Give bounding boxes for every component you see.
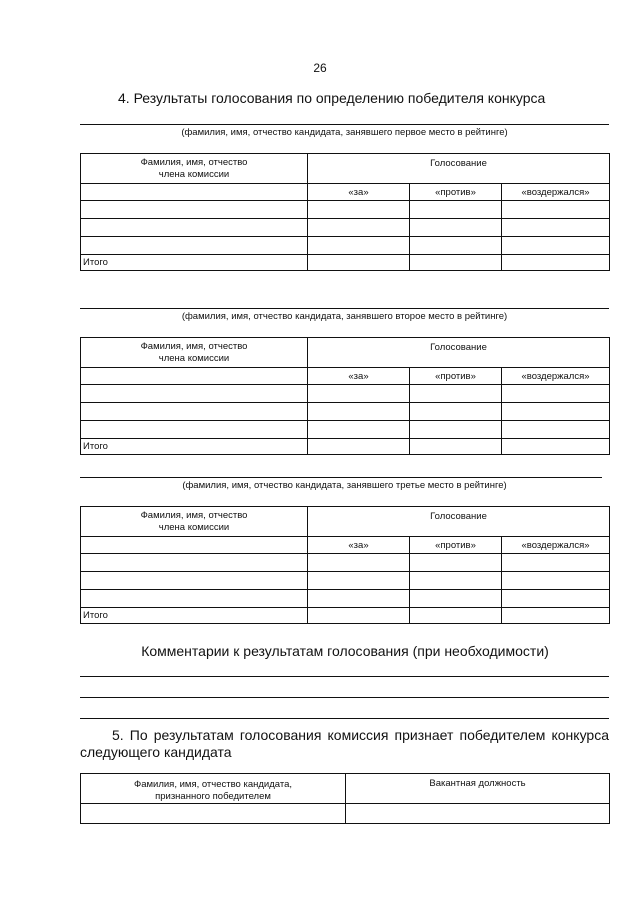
col-header-winner-name-line1: Фамилия, имя, отчество кандидата, (133, 779, 293, 790)
table-row (81, 385, 610, 403)
comments-heading: Комментарии к результатам голосования (при необходимости) (141, 643, 549, 659)
col-header-member-name (81, 507, 308, 537)
col-header-voting: Голосование (308, 507, 610, 537)
page-number: 26 (313, 61, 327, 75)
total-abstained (502, 608, 610, 624)
col-header-winner-name (81, 774, 346, 804)
section-5-text: 5. По результатам голосования комиссия признает победителем конкурса следующего кандидата (80, 727, 609, 760)
table-row (81, 590, 610, 608)
col-header-member-name-line1: Фамилия, имя, отчество (140, 157, 248, 168)
vote-table-1 (80, 153, 610, 271)
vote-table-2 (80, 337, 610, 455)
total-label: Итого (81, 608, 308, 624)
col-header-voting: Голосование (308, 338, 610, 368)
total-against (410, 608, 502, 624)
col-header-against: «против» (410, 537, 502, 554)
candidate-2-name-line (80, 308, 609, 309)
candidate-3-name-line (80, 477, 602, 478)
col-header-against: «против» (410, 368, 502, 385)
col-header-member-name-line2: члена комиссии (158, 353, 230, 364)
table-row (81, 572, 610, 590)
table-row (81, 403, 610, 421)
candidate-1-caption: (фамилия, имя, отчество кандидата, занявшего первое место в рейтинге) (181, 127, 508, 138)
vote-table-3 (80, 506, 610, 624)
col-header-abstained: «воздержался» (502, 537, 610, 554)
total-abstained (502, 439, 610, 455)
col-header-for: «за» (308, 184, 410, 201)
total-label: Итого (81, 439, 308, 455)
total-label: Итого (81, 255, 308, 271)
col-header-member-name-line2: члена комиссии (158, 169, 230, 180)
section-4-heading: 4. Результаты голосования по определению победителя конкурса (118, 90, 546, 106)
table-row (81, 237, 610, 255)
col-header-abstained: «воздержался» (502, 368, 610, 385)
col-header-member-name (81, 154, 308, 184)
cell (81, 184, 308, 201)
winner-table (80, 773, 610, 824)
col-header-member-name-line1: Фамилия, имя, отчество (140, 510, 248, 521)
col-header-vacant-position: Вакантная должность (346, 774, 610, 804)
col-header-abstained: «воздержался» (502, 184, 610, 201)
total-for (308, 439, 410, 455)
col-header-member-name (81, 338, 308, 368)
col-header-voting: Голосование (308, 154, 610, 184)
col-header-for: «за» (308, 537, 410, 554)
table-row (81, 554, 610, 572)
col-header-member-name-line2: члена комиссии (158, 522, 230, 533)
total-for (308, 608, 410, 624)
table-row (81, 421, 610, 439)
total-against (410, 439, 502, 455)
candidate-3-caption: (фамилия, имя, отчество кандидата, занявшего третье место в рейтинге) (182, 480, 507, 491)
col-header-for: «за» (308, 368, 410, 385)
col-header-winner-name-line2: признанного победителем (155, 791, 271, 802)
table-row (81, 219, 610, 237)
candidate-2-caption: (фамилия, имя, отчество кандидата, занявшего второе место в рейтинге) (181, 311, 508, 322)
total-abstained (502, 255, 610, 271)
section-5-paragraph (80, 727, 609, 761)
table-row (81, 201, 610, 219)
comment-line (80, 676, 609, 677)
comment-line (80, 718, 609, 719)
total-against (410, 255, 502, 271)
col-header-against: «против» (410, 184, 502, 201)
cell (81, 368, 308, 385)
total-for (308, 255, 410, 271)
table-row (81, 804, 610, 824)
comment-line (80, 697, 609, 698)
candidate-1-name-line (80, 124, 609, 125)
col-header-member-name-line1: Фамилия, имя, отчество (140, 341, 248, 352)
cell (81, 537, 308, 554)
